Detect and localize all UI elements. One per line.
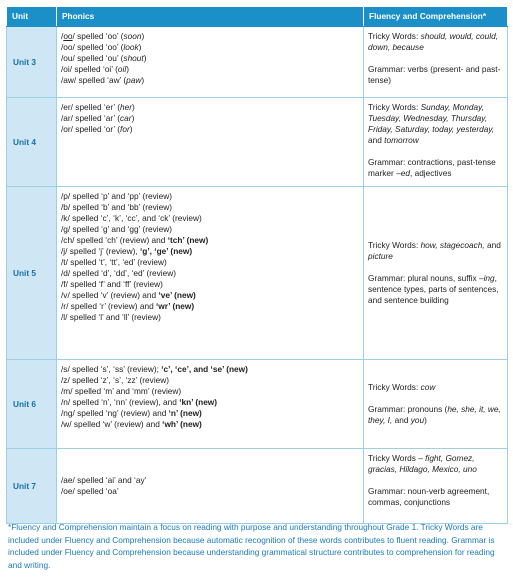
table-header-row bbox=[7, 7, 508, 27]
phonics-cell bbox=[57, 187, 364, 360]
fluency-entry: Tricky Words – fight, Gomez, gracias, Hildago, Mexico, uno bbox=[368, 453, 477, 474]
phonics-cell bbox=[57, 98, 364, 187]
table-row bbox=[7, 449, 508, 524]
header-fluency: Fluency and Comprehension* bbox=[364, 7, 508, 27]
phonics-line: /ou/ spelled ‘ou’ (shout) bbox=[61, 53, 147, 63]
table-row bbox=[7, 27, 508, 98]
phonics-line: /oo/ spelled ‘oo’ (soon) bbox=[61, 31, 145, 41]
fluency-entry: Tricky Words: cow bbox=[368, 382, 436, 392]
unit-label: Unit 6 bbox=[7, 360, 57, 449]
fluency-entry: Grammar: noun-verb agreement, commas, conjunctions bbox=[368, 486, 490, 507]
phonics-line: /ng/ spelled ‘ng’ (review) and ‘n’ (new) bbox=[61, 408, 202, 418]
phonics-line: /r/ spelled ‘r’ (review) and ‘wr’ (new) bbox=[61, 301, 195, 311]
table-row bbox=[7, 360, 508, 449]
phonics-line: /oo/ spelled ‘oo’ (look) bbox=[61, 42, 142, 52]
phonics-line: /ar/ spelled ‘ar’ (car) bbox=[61, 113, 135, 123]
unit-label: Unit 5 bbox=[7, 187, 57, 360]
phonics-cell bbox=[57, 27, 364, 98]
phonics-line: /er/ spelled ‘er’ (her) bbox=[61, 102, 135, 112]
unit-label: Unit 4 bbox=[7, 98, 57, 187]
phonics-line: /oi/ spelled ‘oi’ (oil) bbox=[61, 64, 129, 74]
table-row bbox=[7, 187, 508, 360]
phonics-cell bbox=[57, 449, 364, 524]
fluency-entry: Grammar: verbs (present- and past-tense) bbox=[368, 64, 501, 85]
curriculum-table bbox=[6, 6, 508, 524]
phonics-line: /ch/ spelled ‘ch’ (review) and ‘tch’ (new) bbox=[61, 235, 209, 245]
phonics-line: /ae/ spelled ‘ai’ and ‘ay’ bbox=[61, 475, 147, 485]
fluency-entry: Tricky Words: how, stagecoach, and picture bbox=[368, 240, 501, 261]
phonics-line: /or/ spelled ‘or’ (for) bbox=[61, 124, 133, 134]
fluency-cell bbox=[364, 27, 508, 98]
phonics-line: /aw/ spelled ‘aw’ (paw) bbox=[61, 75, 145, 85]
phonics-line: /f/ spelled ‘f’ and ‘ff’ (review) bbox=[61, 279, 163, 289]
phonics-line: /d/ spelled ‘d’, ‘dd’, ‘ed’ (review) bbox=[61, 268, 176, 278]
phonics-line: /oe/ spelled ‘oa’ bbox=[61, 486, 119, 496]
fluency-cell bbox=[364, 360, 508, 449]
phonics-cell bbox=[57, 360, 364, 449]
header-phonics: Phonics bbox=[57, 7, 364, 27]
footnote: *Fluency and Comprehension maintain a focus on reading with purpose and understanding throughout Grade 1. Tricky Words are included under Fluency and Comprehension because automatic recognition of these words contributes to fluent reading. Grammar is included under Fluency and Comprehension because understanding grammatical structure contributes to comprehension for reading and writing. bbox=[8, 522, 495, 570]
phonics-line: /z/ spelled ‘z’, ‘s’, ‘zz’ (review) bbox=[61, 375, 170, 385]
unit-label: Unit 7 bbox=[7, 449, 57, 524]
phonics-line: /b/ spelled ‘b’ and ‘bb’ (review) bbox=[61, 202, 172, 212]
fluency-entry: Tricky Words: Sunday, Monday, Tuesday, Wednesday, Thursday, Friday, Saturday, today, yesterday, and tomorrow bbox=[368, 102, 495, 145]
phonics-line: /s/ spelled ‘s’, ‘ss’ (review); ‘c’, ‘ce’, and ‘se’ (new) bbox=[61, 364, 248, 374]
phonics-line: /v/ spelled ‘v’ (review) and ‘ve’ (new) bbox=[61, 290, 196, 300]
fluency-cell bbox=[364, 449, 508, 524]
phonics-line: /m/ spelled ‘m’ and ‘mm’ (review) bbox=[61, 386, 182, 396]
header-unit: Unit bbox=[7, 7, 57, 27]
fluency-entry: Grammar: contractions, past-tense marker –ed, adjectives bbox=[368, 157, 496, 178]
table-row bbox=[7, 98, 508, 187]
fluency-entry: Grammar: plural nouns, suffix –ing, sentence types, parts of sentences, and sentence building bbox=[368, 273, 499, 305]
phonics-line: /w/ spelled ‘w’ (review) and ‘wh’ (new) bbox=[61, 419, 202, 429]
phonics-line: /t/ spelled ‘t’, ‘tt’, ‘ed’ (review) bbox=[61, 257, 167, 267]
phonics-line: /p/ spelled ‘p’ and ‘pp’ (review) bbox=[61, 191, 172, 201]
phonics-line: /g/ spelled ‘g’ and ‘gg’ (review) bbox=[61, 224, 172, 234]
unit-label: Unit 3 bbox=[7, 27, 57, 98]
fluency-cell bbox=[364, 98, 508, 187]
phonics-line: /l/ spelled ‘l’ and ‘ll’ (review) bbox=[61, 312, 161, 322]
phonics-line: /k/ spelled ‘c’, ‘k’, ‘cc’, and ‘ck’ (review) bbox=[61, 213, 202, 223]
fluency-entry: Grammar: pronouns (he, she, it, we, they, I, and you) bbox=[368, 404, 501, 425]
fluency-entry: Tricky Words: should, would, could, down, because bbox=[368, 31, 499, 52]
phonics-line: /j/ spelled ‘j’ (review), ‘g’, ‘ge’ (new) bbox=[61, 246, 193, 256]
fluency-cell bbox=[364, 187, 508, 360]
phonics-line: /n/ spelled ‘n’, ‘nn’ (review), and ‘kn’ (new) bbox=[61, 397, 218, 407]
